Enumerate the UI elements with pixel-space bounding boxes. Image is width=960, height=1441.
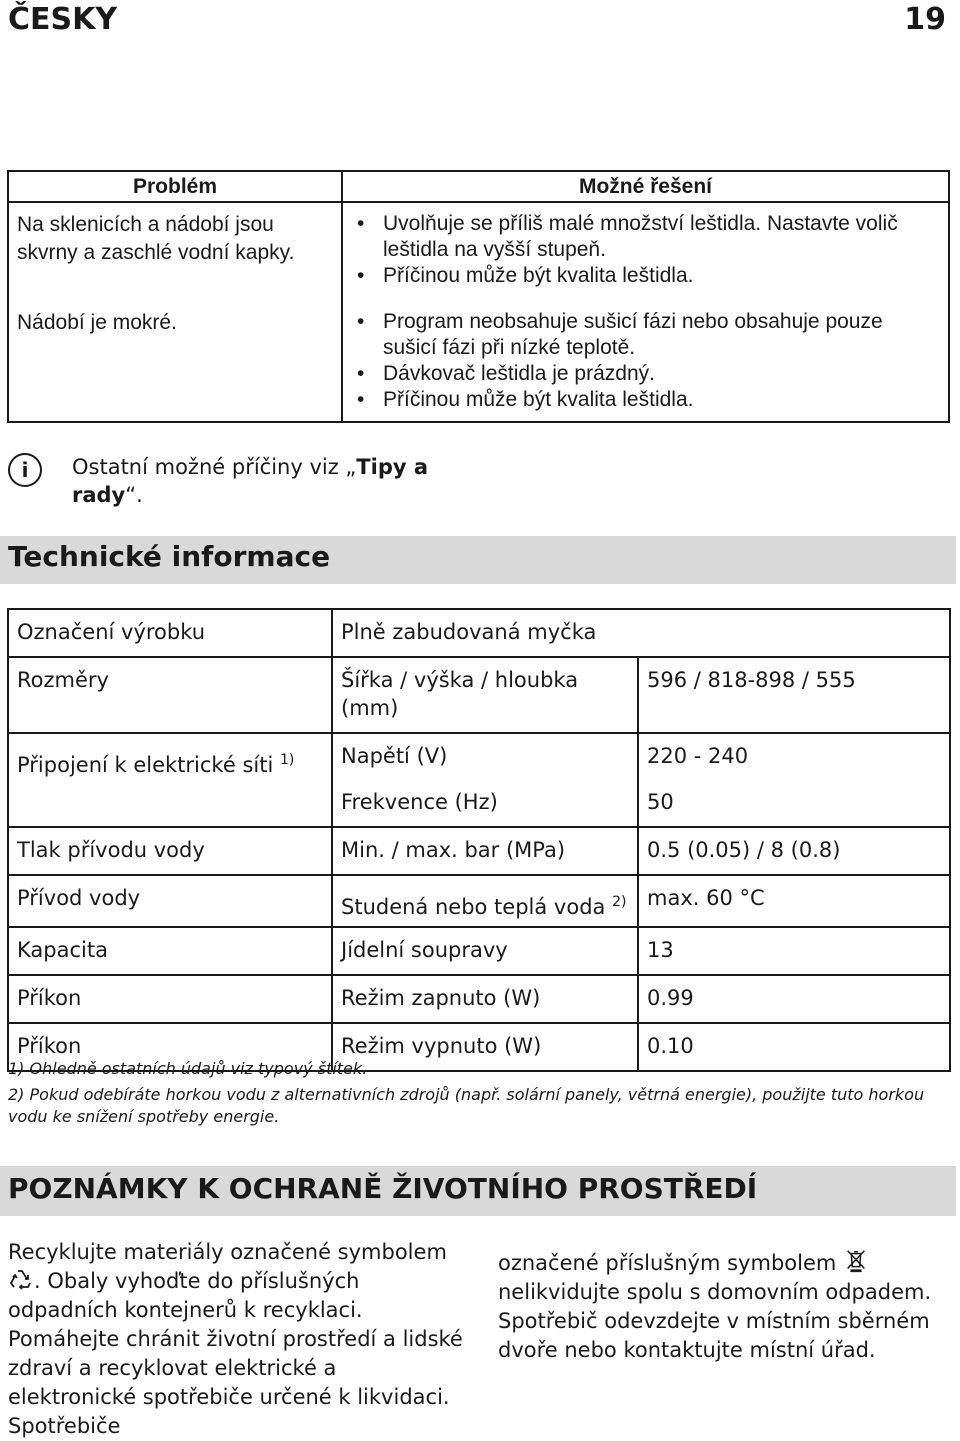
tech-label: Rozměry [8, 657, 332, 733]
tech-value: 0.5 (0.05) / 8 (0.8) [638, 827, 950, 875]
language-label: ČESKY [8, 2, 118, 37]
tech-row [8, 657, 950, 733]
tech-row [8, 927, 950, 975]
problem-row [8, 309, 949, 422]
problem-text: Nádobí je mokré. [8, 309, 342, 422]
solution-cell [342, 309, 949, 422]
tech-row [8, 875, 950, 927]
solution-item: • Příčinou může být kvalita leštidla. [357, 387, 938, 413]
solution-item: • Uvolňuje se příliš malé množství leštidla. Nastavte volič leštidla na vyšší stupeň. [357, 211, 938, 263]
solution-item: • Program neobsahuje sušicí fázi nebo obsahuje pouze sušicí fázi při nízké teplotě. [357, 309, 938, 361]
tech-param: Jídelní soupravy [332, 927, 638, 975]
solution-item: • Příčinou může být kvalita leštidla. [357, 263, 938, 289]
tech-row [8, 609, 950, 657]
tech-row [8, 733, 950, 780]
tech-label: Příkon [8, 975, 332, 1023]
footnote-1: 1) Ohledně ostatních údajů viz typový štítek. [8, 1059, 368, 1078]
section-title-tech: Technické informace [8, 540, 331, 573]
tech-label: Tlak přívodu vody [8, 827, 332, 875]
section-band [0, 1166, 956, 1216]
crossed-bin-icon [843, 1248, 869, 1274]
info-icon: i [8, 453, 42, 487]
tech-label: Kapacita [8, 927, 332, 975]
page-number: 19 [904, 2, 946, 37]
troubleshooting-table [7, 170, 950, 423]
tech-value: 13 [638, 927, 950, 975]
tech-param: Režim vypnuto (W) [332, 1023, 638, 1071]
problem-row [8, 202, 949, 309]
tech-row [8, 975, 950, 1023]
tech-param: Režim zapnuto (W) [332, 975, 638, 1023]
tech-value: 0.10 [638, 1023, 950, 1071]
tech-label: Příkon [8, 1023, 332, 1071]
page-header [8, 0, 952, 44]
env-right-column: označené příslušným symbolem nelikvidujte spolu s domovním odpadem. Spotřebič odevzdejte v místním sběrném dvoře nebo kontaktujte místní úřad. [498, 1248, 938, 1365]
section-title-environment: POZNÁMKY K OCHRANĚ ŽIVOTNÍHO PROSTŘEDÍ [8, 1172, 758, 1205]
tech-param: Studená nebo teplá voda $^{2)}$ [332, 875, 638, 927]
tech-value: max. 60 °C [638, 875, 950, 927]
tech-value: 220 - 240 [638, 733, 950, 780]
problem-text: Na sklenicích a nádobí jsou skvrny a zaschlé vodní kapky. [8, 202, 342, 309]
tips-link-text: Tipy a rady [72, 455, 429, 507]
tech-value: 0.99 [638, 975, 950, 1023]
tech-row [8, 827, 950, 875]
tech-label: Přívod vody [8, 875, 332, 927]
tech-label: Připojení k elektrické síti $^{1)}$ [8, 733, 332, 827]
recycle-icon [8, 1268, 34, 1292]
tech-info-table [7, 608, 951, 1072]
tech-param: Napětí (V) [332, 733, 638, 780]
col-solution-header: Možné řešení [342, 171, 949, 202]
solution-item: • Dávkovač leštidla je prázdný. [357, 361, 938, 387]
footnote-2: 2) Pokud odebíráte horkou vodu z alternativních zdrojů (např. solární panely, větrná energie), použijte tuto horkou vodu ke snížení spotřeby energie. [8, 1085, 925, 1126]
solution-cell [342, 202, 949, 309]
tech-param: Plně zabudovaná myčka [332, 609, 950, 657]
tech-value: 596 / 818-898 / 555 [638, 657, 950, 733]
tech-value: 50 [638, 780, 950, 827]
tech-param: Frekvence (Hz) [332, 780, 638, 827]
col-problem-header: Problém [8, 171, 342, 202]
tech-param: Min. / max. bar (MPa) [332, 827, 638, 875]
tech-label: Označení výrobku [8, 609, 332, 657]
env-left-column: Recyklujte materiály označené symbolem . Obaly vyhoďte do příslušných odpadních kontejnerů k recyklaci. Pomáhejte chránit životní prostředí a lidské zdraví a recyklovat elektrické a elektronické spotřebiče určené k likvidaci. Spotřebiče [8, 1240, 463, 1438]
section-band [0, 536, 956, 584]
info-note-text: Ostatní možné příčiny viz „Tipy a rady“. [72, 455, 429, 507]
tech-param: Šířka / výška / hloubka (mm) [332, 657, 638, 733]
